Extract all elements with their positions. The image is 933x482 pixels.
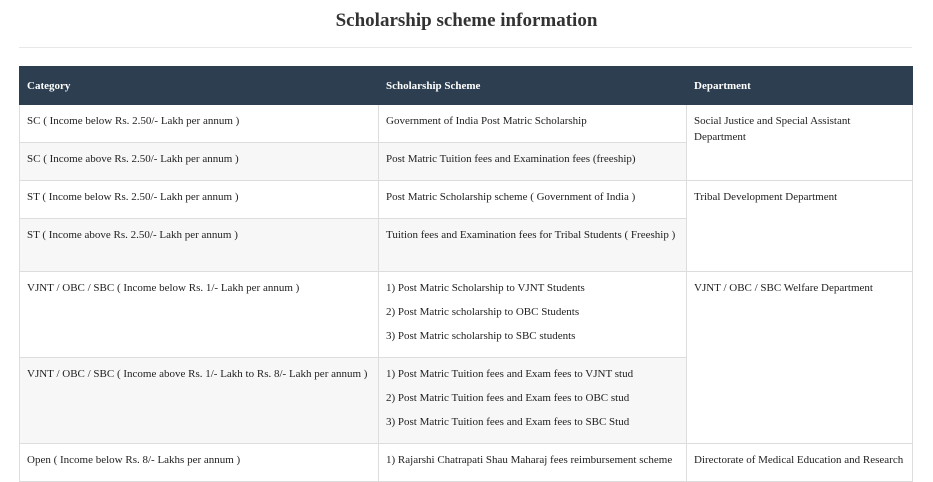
scheme-cell [379, 358, 687, 444]
scheme-line: Post Matric Tuition fees and Examination fees (freeship) [386, 153, 636, 165]
department-cell: Social Justice and Special Assistant Department [687, 105, 913, 181]
scheme-cell [379, 181, 687, 219]
header-scheme: Scholarship Scheme [379, 67, 687, 105]
title-divider [19, 47, 912, 48]
scheme-cell [379, 219, 687, 272]
header-category: Category [20, 67, 379, 105]
scheme-line: 3) Post Matric scholarship to SBC students [386, 330, 576, 342]
category-cell: VJNT / OBC / SBC ( Income above Rs. 1/- Lakh to Rs. 8/- Lakh per annum ) [20, 358, 379, 444]
scheme-cell [379, 105, 687, 143]
department-cell: Tribal Development Department [687, 181, 913, 272]
scheme-line: Government of India Post Matric Scholarship [386, 115, 587, 127]
category-cell: ST ( Income above Rs. 2.50/- Lakh per annum ) [20, 219, 379, 272]
scheme-line: 3) Post Matric Tuition fees and Exam fees to SBC Stud [386, 416, 630, 428]
scheme-cell [379, 272, 687, 358]
scholarship-table [19, 66, 913, 482]
department-cell: VJNT / OBC / SBC Welfare Department [687, 272, 913, 444]
scheme-cell [379, 444, 687, 482]
category-cell: Open ( Income below Rs. 8/- Lakhs per annum ) [20, 444, 379, 482]
table-header-row [20, 67, 913, 105]
table-row [20, 105, 913, 143]
table-row [20, 444, 913, 482]
scheme-line: 1) Rajarshi Chatrapati Shau Maharaj fees reimbursement scheme [386, 454, 673, 466]
department-cell: Directorate of Medical Education and Research [687, 444, 913, 482]
category-cell: ST ( Income below Rs. 2.50/- Lakh per annum ) [20, 181, 379, 219]
scheme-line: 2) Post Matric Tuition fees and Exam fees to OBC stud [386, 392, 630, 404]
category-cell: SC ( Income below Rs. 2.50/- Lakh per annum ) [20, 105, 379, 143]
table-row [20, 181, 913, 219]
scheme-line: Tuition fees and Examination fees for Tribal Students ( Freeship ) [386, 229, 676, 241]
scheme-cell [379, 143, 687, 181]
scheme-line: 1) Post Matric Tuition fees and Exam fees to VJNT stud [386, 368, 634, 380]
scheme-line: 2) Post Matric scholarship to OBC Students [386, 306, 580, 318]
table-row [20, 272, 913, 358]
category-cell: SC ( Income above Rs. 2.50/- Lakh per annum ) [20, 143, 379, 181]
scheme-line: 1) Post Matric Scholarship to VJNT Students [386, 282, 585, 294]
scheme-line: Post Matric Scholarship scheme ( Government of India ) [386, 191, 636, 203]
category-cell: VJNT / OBC / SBC ( Income below Rs. 1/- Lakh per annum ) [20, 272, 379, 358]
page-title: Scholarship scheme information [335, 10, 598, 31]
header-department: Department [687, 67, 913, 105]
